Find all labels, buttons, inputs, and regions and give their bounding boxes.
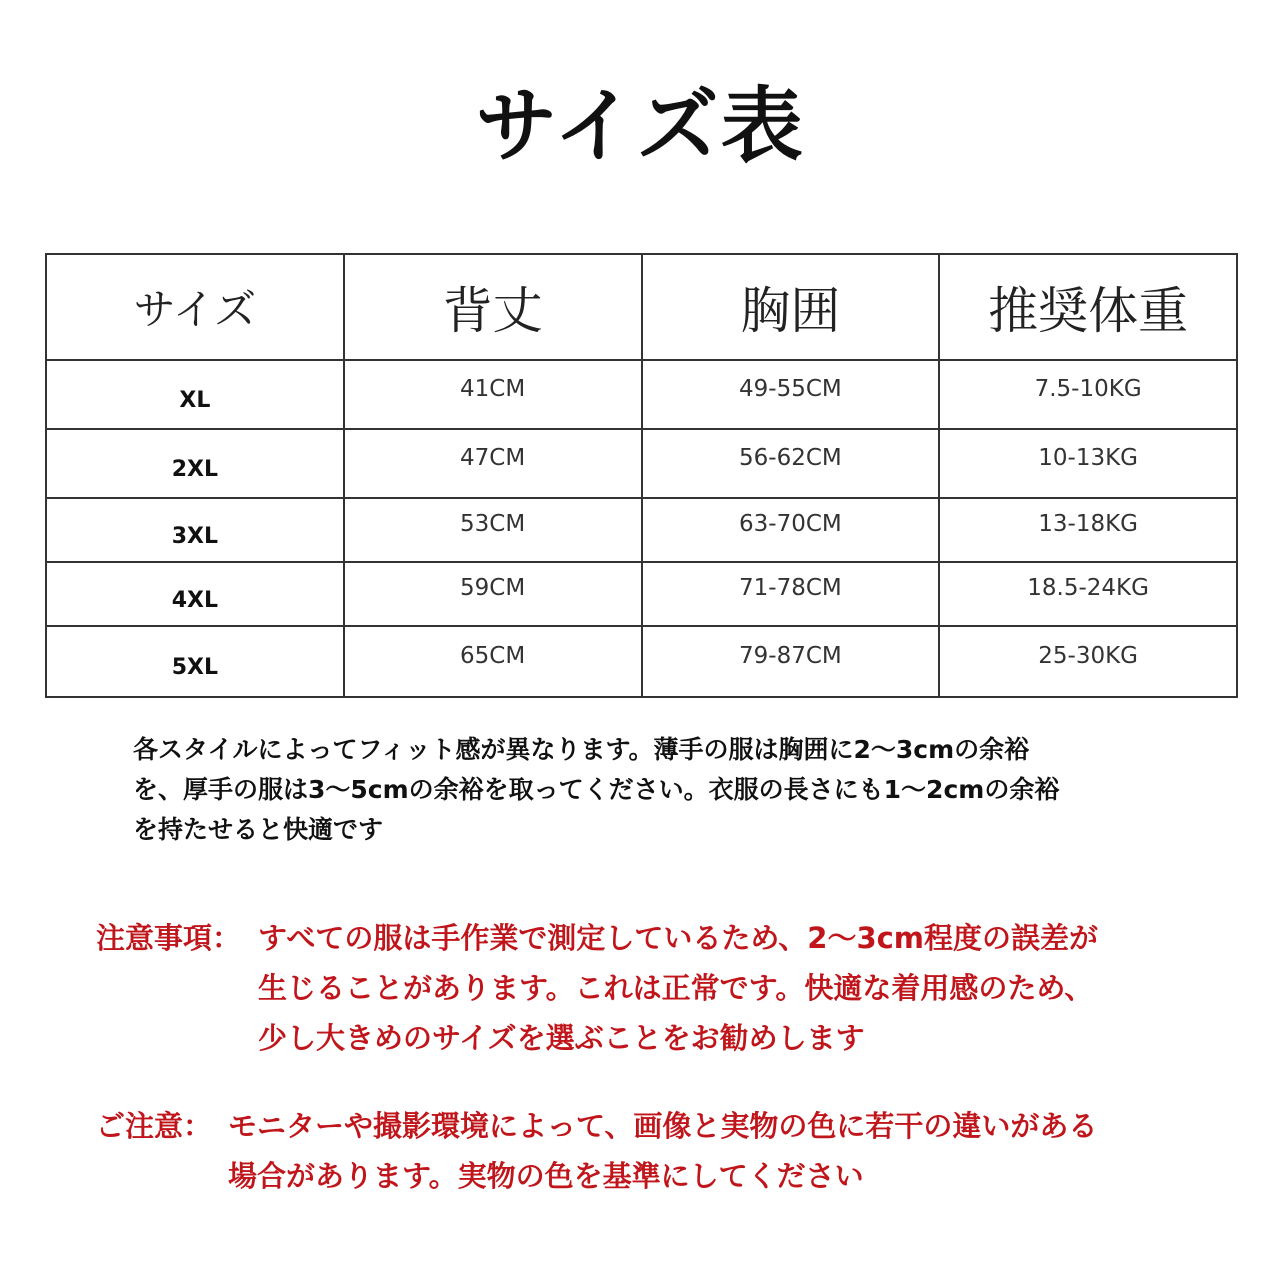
- header-size: サイズ: [46, 254, 344, 360]
- chest-cell: 49-55CM: [642, 360, 940, 429]
- size-cell: 4XL: [46, 562, 344, 626]
- table-row: [46, 498, 1237, 562]
- weight-cell: 10-13KG: [939, 429, 1237, 498]
- chest-cell: 63-70CM: [642, 498, 940, 562]
- caution-measurement-label: 注意事項：: [96, 921, 242, 955]
- table-row: [46, 626, 1237, 697]
- caution-color-body: [228, 1101, 1097, 1201]
- chest-cell: 71-78CM: [642, 562, 940, 626]
- length-cell: 59CM: [344, 562, 642, 626]
- table-header-row: [46, 254, 1237, 360]
- caution-measurement: [96, 913, 1098, 1063]
- caution-color: [96, 1101, 1097, 1201]
- table-row: [46, 562, 1237, 626]
- caution-line: 生じることがあります。これは正常です。快適な着用感のため、: [258, 971, 1094, 1005]
- chest-cell: 79-87CM: [642, 626, 940, 697]
- table-row: [46, 429, 1237, 498]
- caution-line: モニターや撮影環境によって、画像と実物の色に若干の違いがある: [228, 1109, 1098, 1143]
- header-weight: 推奨体重: [939, 254, 1237, 360]
- weight-cell: 7.5-10KG: [939, 360, 1237, 429]
- length-cell: 53CM: [344, 498, 642, 562]
- size-cell: 5XL: [46, 626, 344, 697]
- caution-line: 場合があります。実物の色を基準にしてください: [228, 1159, 864, 1193]
- length-cell: 47CM: [344, 429, 642, 498]
- fit-note-line: 各スタイルによってフィット感が異なります。薄手の服は胸囲に2～3cmの余裕: [133, 735, 1030, 764]
- table-row: [46, 360, 1237, 429]
- fit-note-line: を持たせると快適です: [133, 815, 384, 844]
- weight-cell: 18.5-24KG: [939, 562, 1237, 626]
- fit-note: [133, 730, 1193, 850]
- size-cell: XL: [46, 360, 344, 429]
- caution-line: すべての服は手作業で測定しているため、2～3cm程度の誤差が: [258, 921, 1099, 955]
- page-title: サイズ表: [475, 79, 805, 174]
- caution-line: 少し大きめのサイズを選ぶことをお勧めします: [258, 1021, 865, 1055]
- header-chest: 胸囲: [642, 254, 940, 360]
- caution-measurement-body: [258, 913, 1098, 1063]
- length-cell: 41CM: [344, 360, 642, 429]
- weight-cell: 13-18KG: [939, 498, 1237, 562]
- size-cell: 2XL: [46, 429, 344, 498]
- caution-color-label: ご注意：: [96, 1109, 213, 1143]
- header-length: 背丈: [344, 254, 642, 360]
- length-cell: 65CM: [344, 626, 642, 697]
- weight-cell: 25-30KG: [939, 626, 1237, 697]
- chest-cell: 56-62CM: [642, 429, 940, 498]
- fit-note-line: を、厚手の服は3～5cmの余裕を取ってください。衣服の長さにも1～2cmの余裕: [133, 775, 1060, 804]
- size-cell: 3XL: [46, 498, 344, 562]
- size-table: [45, 253, 1238, 698]
